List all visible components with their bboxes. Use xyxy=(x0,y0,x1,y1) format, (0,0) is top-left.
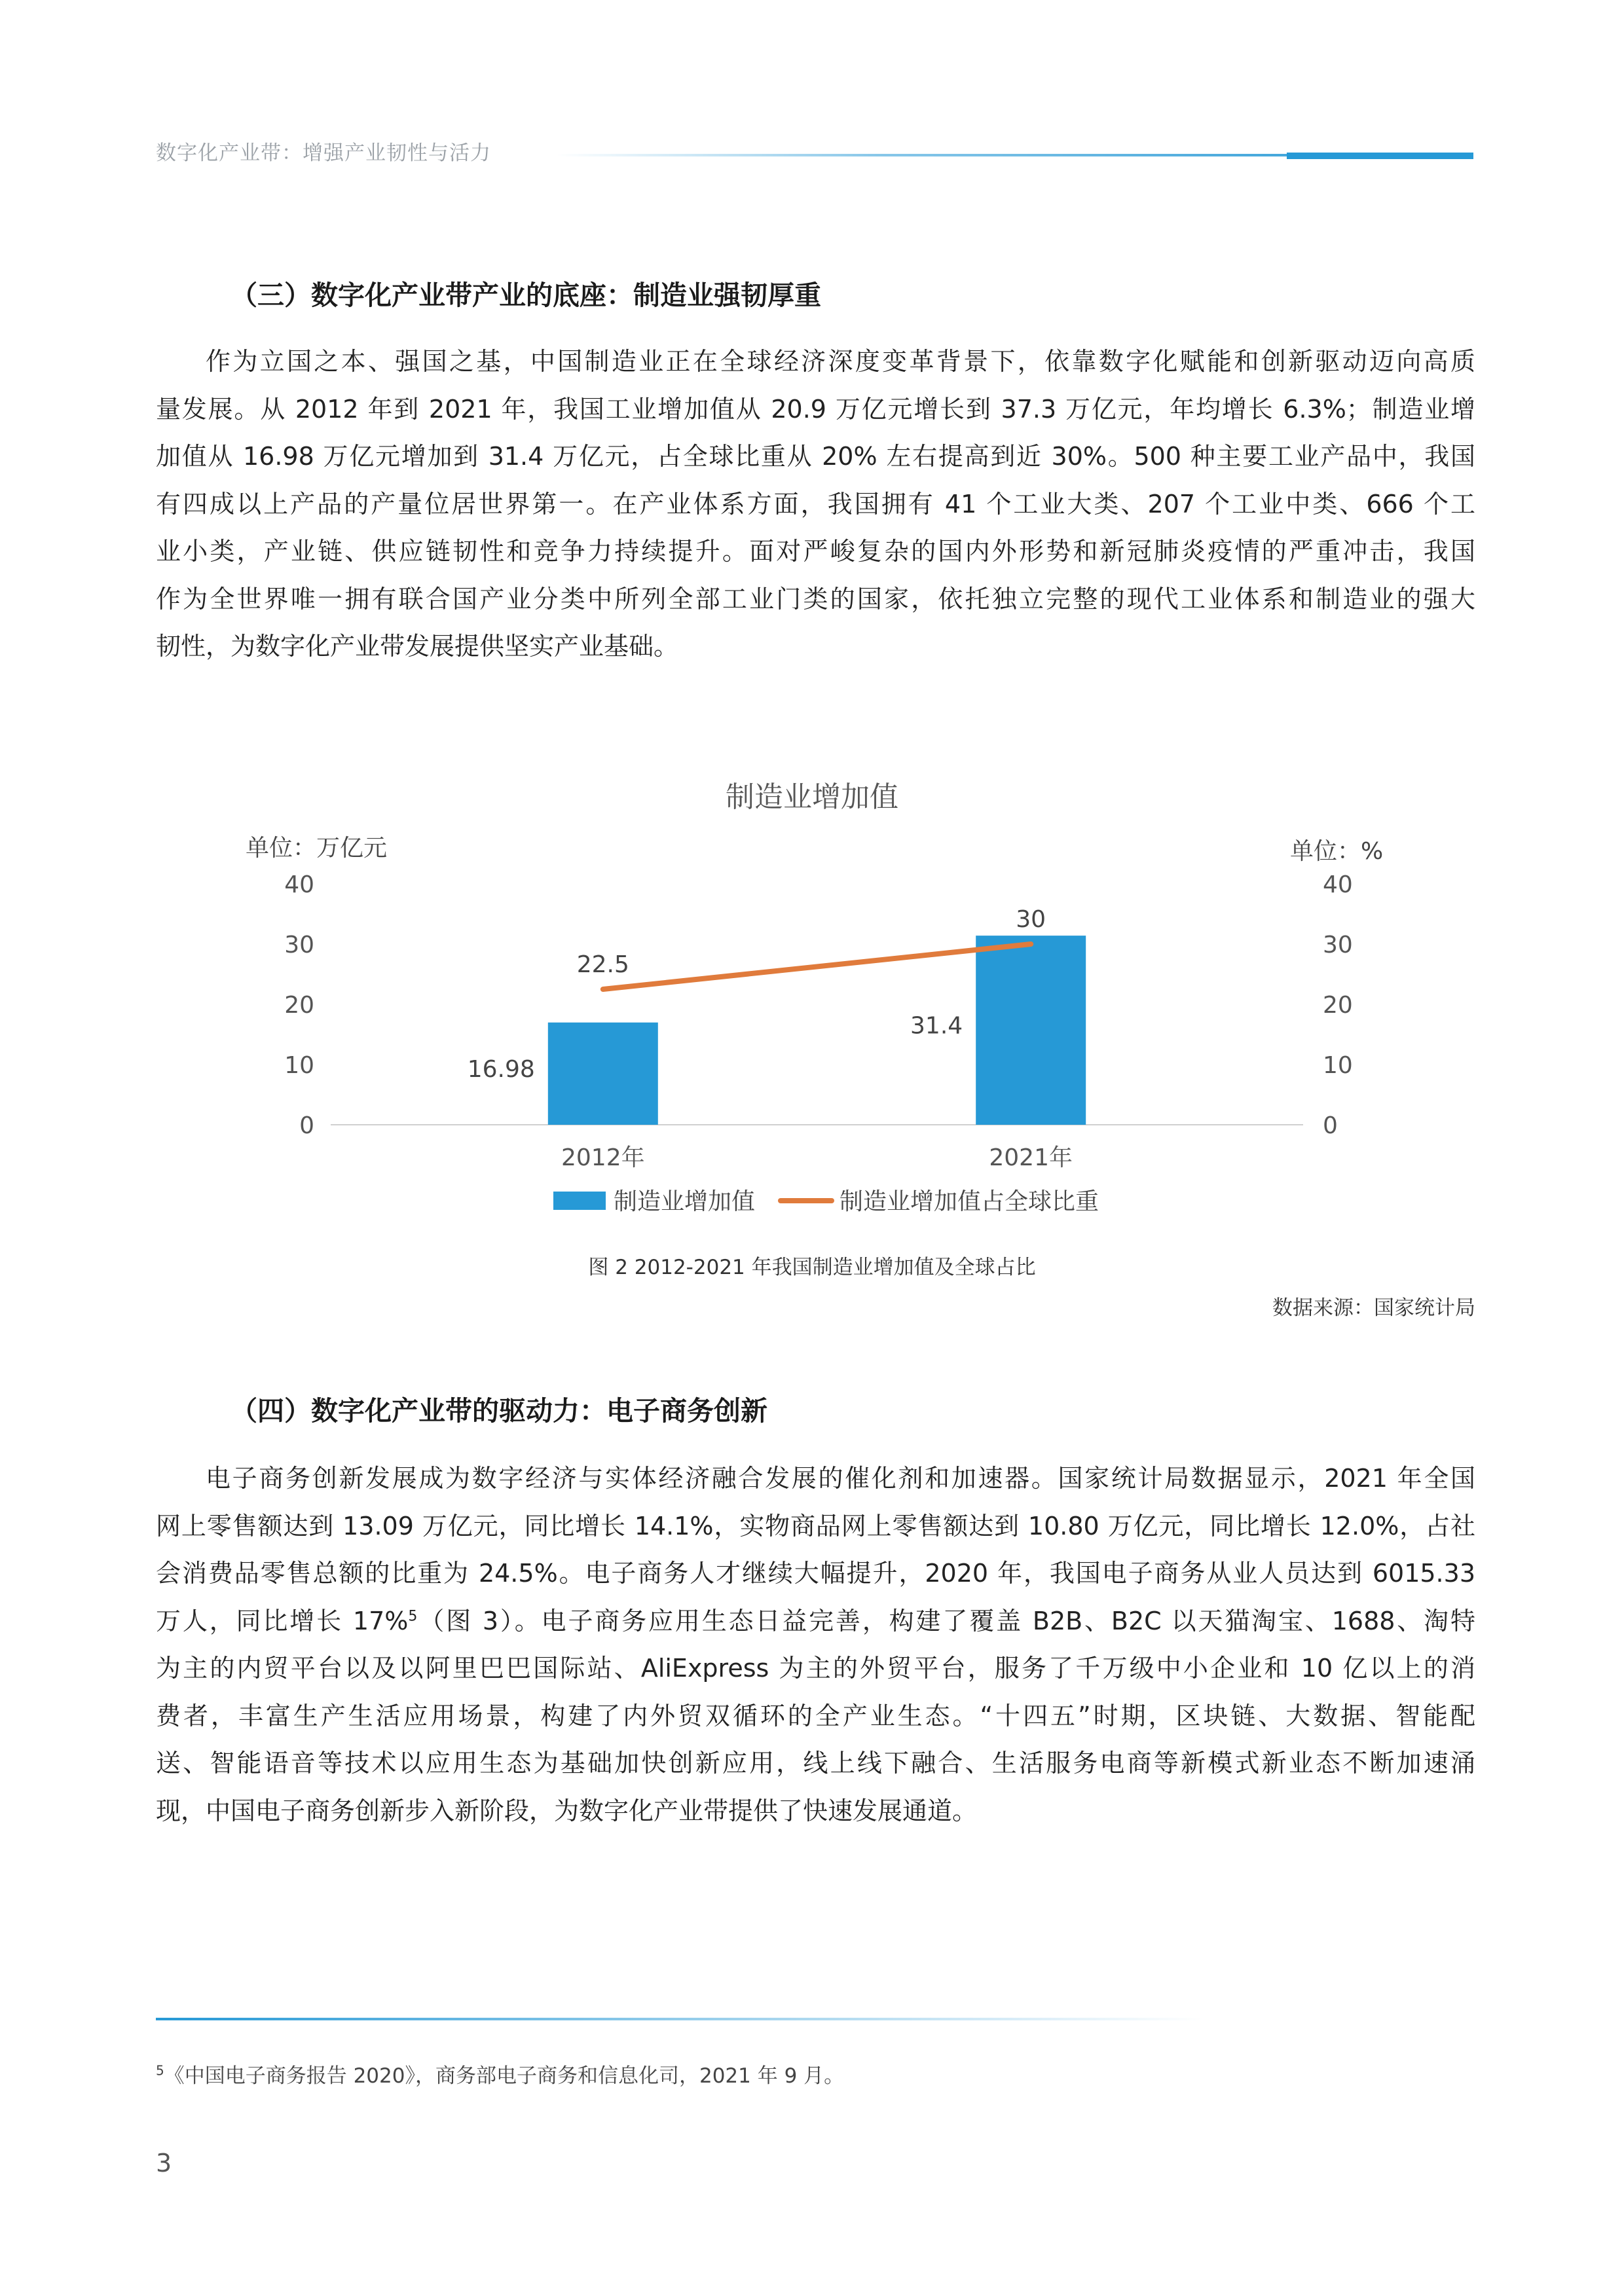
paragraph-line: 业小类，产业链、供应链韧性和竞争力持续提升。面对严峻复杂的国内外形势和新冠肺炎疫情的严重冲击，我国 xyxy=(156,537,1475,566)
right-axis-unit: 单位：% xyxy=(1290,838,1384,865)
left-tick-label: 30 xyxy=(284,932,314,958)
bar-data-label: 31.4 xyxy=(910,1012,963,1040)
right-tick-label: 30 xyxy=(1323,932,1353,958)
section-3-paragraph xyxy=(156,338,1475,670)
paragraph-line: 送、智能语音等技术以应用生态为基础加快创新应用，线上线下融合、生活服务电商等新模式新业态不断加速涌 xyxy=(156,1749,1475,1777)
bar xyxy=(548,1023,658,1125)
line-series xyxy=(603,944,1031,989)
section-3-title: （三）数字化产业带产业的底座：制造业强韧厚重 xyxy=(231,280,821,311)
paragraph-line: 量发展。从 2012 年到 2021 年，我国工业增加值从 20.9 万亿元增长到 37.3 万亿元，年均增长 6.3%；制造业增 xyxy=(156,394,1475,424)
data-source: 数据来源：国家统计局 xyxy=(1272,1296,1475,1320)
paragraph-line: 会消费品零售总额的比重为 24.5%。电子商务人才继续大幅提升，2020 年，我国电子商务从业人员达到 6015.33 xyxy=(156,1559,1475,1588)
footnote-marker: 5 xyxy=(156,2062,164,2079)
left-tick-label: 40 xyxy=(284,871,314,898)
left-tick-label: 10 xyxy=(284,1052,314,1079)
paragraph-line: 加值从 16.98 万亿元增加到 31.4 万亿元，占全球比重从 20% 左右提高到近 30%。500 种主要工业产品中，我国 xyxy=(156,442,1475,471)
chart-title: 制造业增加值 xyxy=(726,780,898,814)
paragraph-line: 作为立国之本、强国之基，中国制造业正在全球经济深度变革背景下，依靠数字化赋能和创新驱动迈向高质 xyxy=(206,347,1475,376)
legend-label-line: 制造业增加值占全球比重 xyxy=(840,1188,1099,1215)
page-number: 3 xyxy=(156,2149,172,2178)
running-title: 数字化产业带：增强产业韧性与活力 xyxy=(156,141,491,165)
left-tick-label: 0 xyxy=(299,1112,314,1139)
footnote xyxy=(156,2059,844,2088)
line-rest: （图 3）。电子商务应用生态日益完善，构建了覆盖 B2B、B2C 以天猫淘宝、1688、淘特 xyxy=(417,1606,1475,1635)
category-label: 2021年 xyxy=(989,1144,1073,1171)
paragraph-line: 电子商务创新发展成为数字经济与实体经济融合发展的催化剂和加速器。国家统计局数据显示，2021 年全国 xyxy=(206,1464,1475,1493)
manufacturing-value-chart xyxy=(216,766,1408,1224)
right-tick-label: 10 xyxy=(1323,1052,1353,1079)
right-tick-label: 0 xyxy=(1323,1112,1338,1139)
header-rule-accent xyxy=(1287,153,1473,159)
paragraph-line: 作为全世界唯一拥有联合国产业分类中所列全部工业门类的国家，依托独立完整的现代工业体系和制造业的强大 xyxy=(156,584,1475,613)
bar xyxy=(976,936,1086,1125)
right-tick-label: 40 xyxy=(1323,871,1353,898)
category-label: 2012年 xyxy=(561,1144,645,1171)
paragraph-line: 有四成以上产品的产量位居世界第一。在产业体系方面，我国拥有 41 个工业大类、207 个工业中类、666 个工 xyxy=(156,489,1475,519)
legend-label-bar: 制造业增加值 xyxy=(614,1188,756,1215)
paragraph-line: 为主的内贸平台以及以阿里巴巴国际站、AliExpress 为主的外贸平台，服务了千万级中小企业和 10 亿以上的消 xyxy=(156,1654,1475,1683)
legend-swatch-bar xyxy=(553,1192,606,1210)
line-data-label: 22.5 xyxy=(576,951,629,978)
chart-svg xyxy=(216,766,1408,1224)
section-4-paragraph xyxy=(156,1455,1475,1834)
paragraph-line: 现，中国电子商务创新步入新阶段，为数字化产业带提供了快速发展通道。 xyxy=(156,1796,978,1825)
right-tick-label: 20 xyxy=(1323,992,1353,1019)
paragraph-line: 费者，丰富生产生活应用场景，构建了内外贸双循环的全产业生态。“十四五”时期，区块链、大数据、智能配 xyxy=(156,1701,1475,1730)
line-data-label: 30 xyxy=(1016,906,1046,933)
left-tick-label: 20 xyxy=(284,992,314,1019)
left-axis-unit: 单位：万亿元 xyxy=(246,835,388,862)
footnote-rule xyxy=(156,2018,1204,2020)
section-4-title: （四）数字化产业带的驱动力：电子商务创新 xyxy=(231,1395,767,1427)
line-start: 万人，同比增长 17% xyxy=(156,1606,409,1635)
paragraph-line xyxy=(156,1597,1475,1645)
figure-caption: 图 2 2012-2021 年我国制造业增加值及全球占比 xyxy=(588,1256,1036,1279)
footnote-text: 《中国电子商务报告 2020》，商务部电子商务和信息化司，2021 年 9 月。 xyxy=(164,2064,845,2088)
bar-data-label: 16.98 xyxy=(467,1055,535,1083)
paragraph-line: 网上零售额达到 13.09 万亿元，同比增长 14.1%，实物商品网上零售额达到 10.80 万亿元，同比增长 12.0%，占社 xyxy=(156,1511,1475,1540)
footnote-ref: 5 xyxy=(408,1607,418,1624)
paragraph-line: 韧性，为数字化产业带发展提供坚实产业基础。 xyxy=(156,632,679,661)
